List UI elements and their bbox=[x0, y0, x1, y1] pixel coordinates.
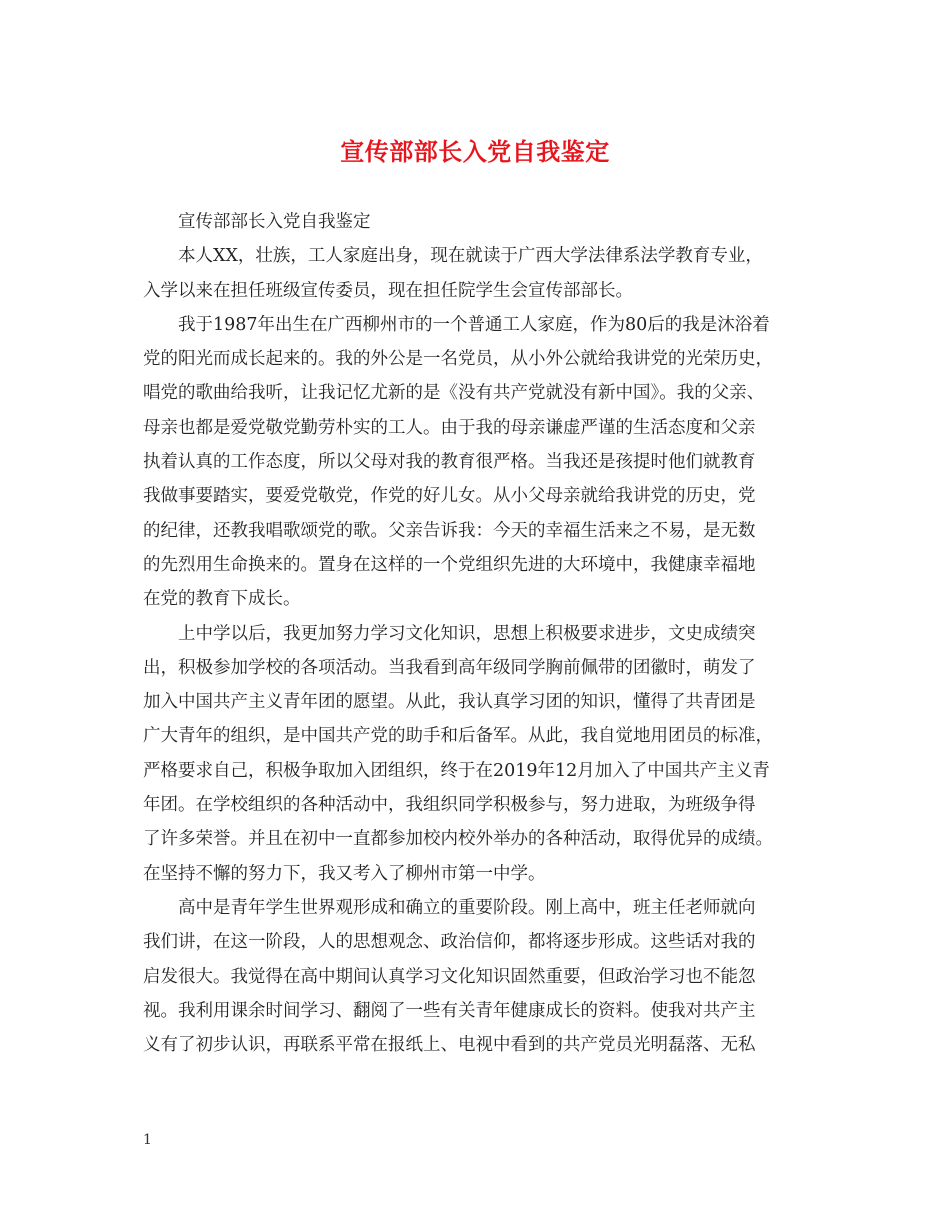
text-line: 严格要求自己，积极争取加入团组织，终于在2019年12月加入了中国共产主义青 bbox=[143, 760, 770, 781]
text-line: 我于1987年出生在广西柳州市的一个普通工人家庭，作为80后的我是沐浴着 bbox=[178, 314, 770, 335]
text-line: 母亲也都是爱党敬党勤劳朴实的工人。由于我的母亲谦虚严谨的生活态度和父亲 bbox=[143, 417, 756, 438]
text-line: 的先烈用生命换来的。置身在这样的一个党组织先进的大环境中，我健康幸福地 bbox=[143, 554, 756, 575]
text-line: 的纪律，还教我唱歌颂党的歌。父亲告诉我：今天的幸福生活来之不易，是无数 bbox=[143, 520, 756, 541]
text-line: 广大青年的组织，是中国共产党的助手和后备军。从此，我自觉地用团员的标准， bbox=[143, 726, 773, 747]
page-title: 宣传部部长入党自我鉴定 bbox=[340, 137, 610, 166]
text-line: 义有了初步认识，再联系平常在报纸上、电视中看到的共产党员光明磊落、无私 bbox=[143, 1035, 756, 1056]
text-line: 年团。在学校组织的各种活动中，我组织同学积极参与，努力进取，为班级争得 bbox=[143, 795, 756, 816]
text-line: 本人XX，壮族，工人家庭出身，现在就读于广西大学法律系法学教育专业， bbox=[178, 246, 763, 267]
text-line: 视。我利用课余时间学习、翻阅了一些有关青年健康成长的资料。使我对共产主 bbox=[143, 1000, 756, 1021]
text-line: 执着认真的工作态度，所以父母对我的教育很严格。当我还是孩提时他们就教育 bbox=[143, 452, 756, 473]
text-line: 加入中国共产主义青年团的愿望。从此，我认真学习团的知识，懂得了共青团是 bbox=[143, 692, 756, 713]
text-line: 我们讲，在这一阶段，人的思想观念、政治信仰，都将逐步形成。这些话对我的 bbox=[143, 932, 756, 953]
text-line: 高中是青年学生世界观形成和确立的重要阶段。刚上高中，班主任老师就向 bbox=[178, 897, 756, 918]
text-line: 入学以来在担任班级宣传委员，现在担任院学生会宣传部部长。 bbox=[143, 280, 633, 301]
text-line: 在党的教育下成长。 bbox=[143, 589, 301, 610]
text-line: 党的阳光而成长起来的。我的外公是一名党员，从小外公就给我讲党的光荣历史， bbox=[143, 349, 773, 370]
text-line: 启发很大。我觉得在高中期间认真学习文化知识固然重要，但政治学习也不能忽 bbox=[143, 966, 756, 987]
text-line: 上中学以后，我更加努力学习文化知识，思想上积极要求进步，文史成绩突 bbox=[178, 623, 756, 644]
document-body bbox=[143, 205, 825, 1062]
page-number: 1 bbox=[143, 1132, 152, 1148]
text-line: 了许多荣誉。并且在初中一直都参加校内校外举办的各种活动，取得优异的成绩。 bbox=[143, 829, 773, 850]
text-line: 宣传部部长入党自我鉴定 bbox=[178, 212, 371, 232]
text-line: 唱党的歌曲给我听，让我记忆尤新的是《没有共产党就没有新中国》。我的父亲、 bbox=[143, 383, 765, 404]
text-line: 出，积极参加学校的各项活动。当我看到高年级同学胸前佩带的团徽时，萌发了 bbox=[143, 657, 756, 678]
text-line: 我做事要踏实，要爱党敬党，作党的好儿女。从小父母亲就给我讲党的历史，党 bbox=[143, 486, 756, 507]
text-line: 在坚持不懈的努力下，我又考入了柳州市第一中学。 bbox=[143, 863, 546, 884]
